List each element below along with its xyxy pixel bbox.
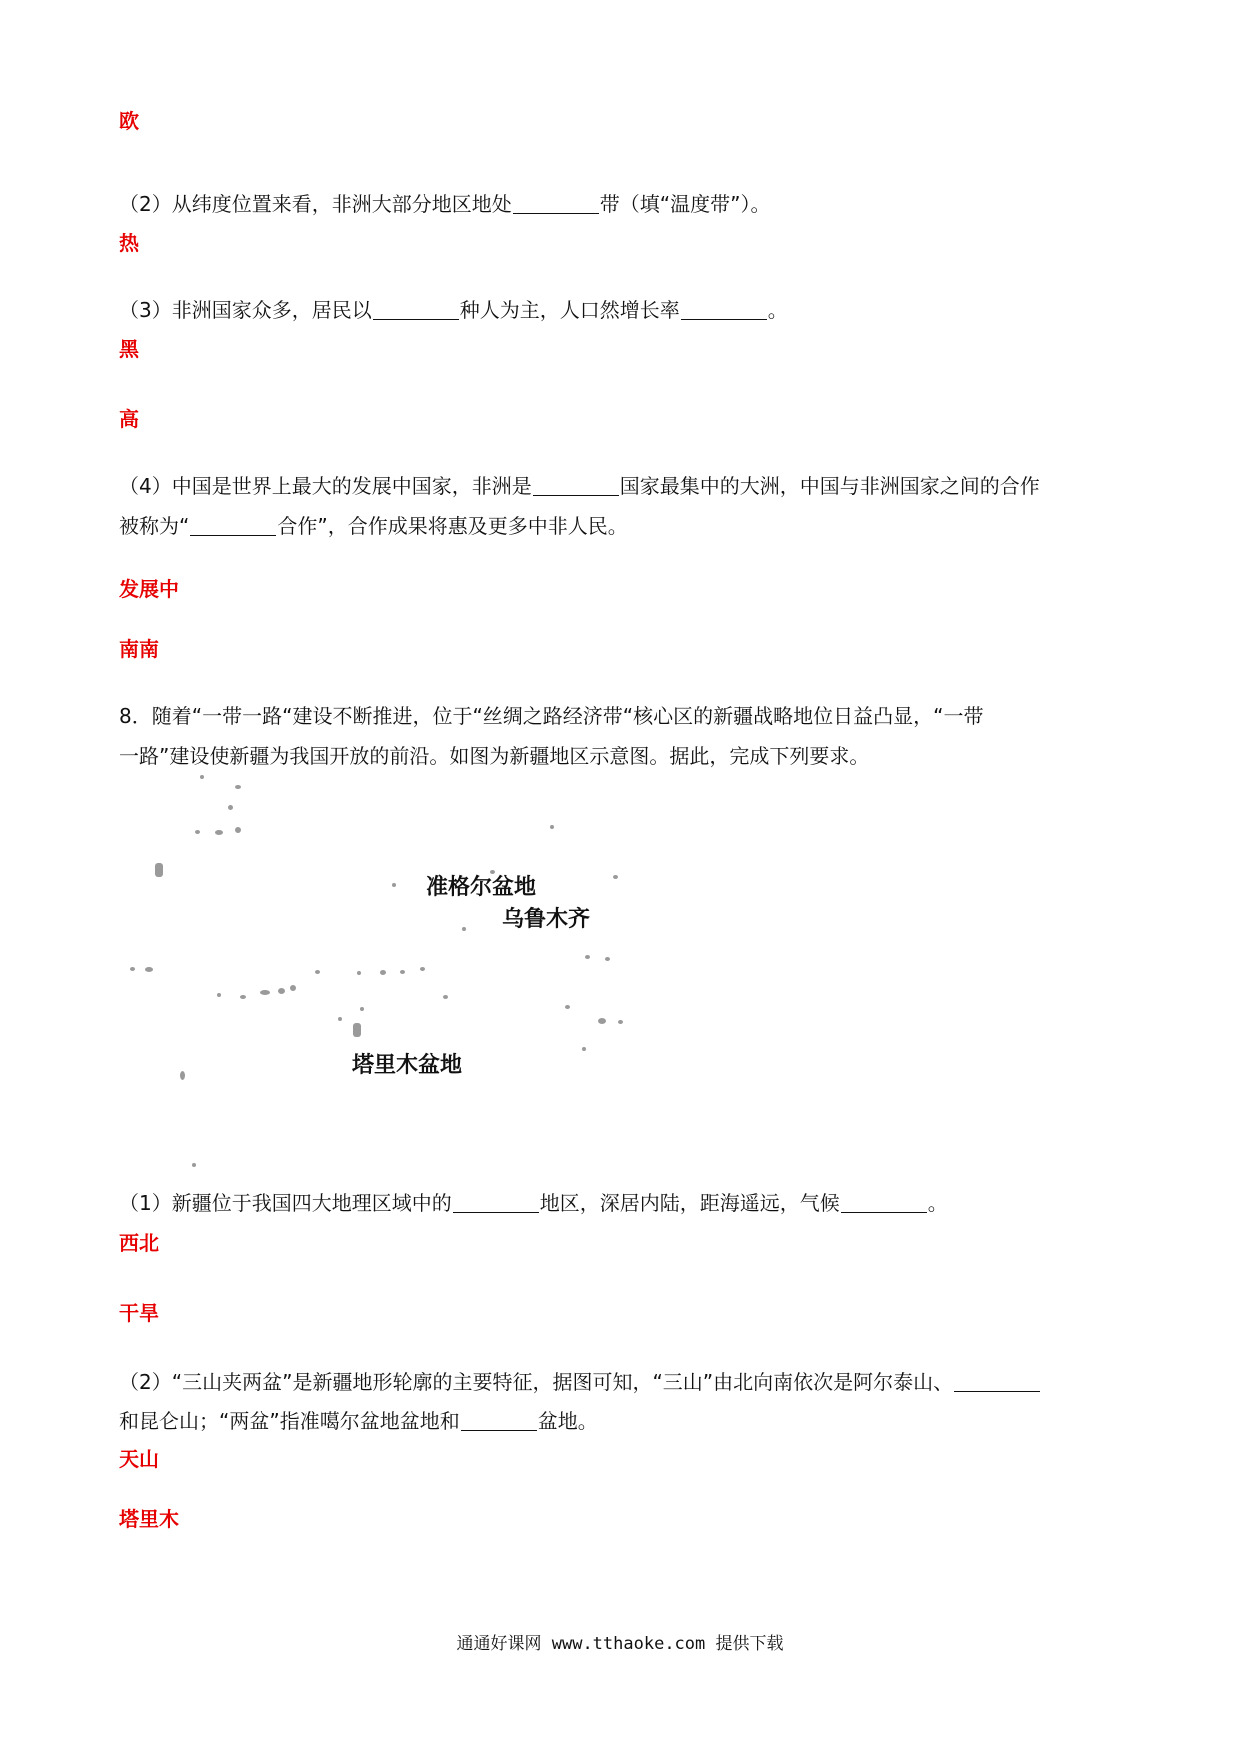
map-dot: [290, 985, 296, 991]
answer-blank: [461, 1408, 537, 1431]
answer-blank: [453, 1190, 539, 1213]
answer-blank: [513, 191, 599, 214]
map-dot: [235, 785, 241, 789]
map-dot: [392, 883, 396, 887]
map-dot: [400, 970, 405, 974]
page-footer: 通通好课网 www.tthaoke.com 提供下载: [456, 1634, 784, 1654]
map-dot: [353, 1023, 361, 1037]
question-4-3: [119, 290, 788, 330]
question-text: 带（填“温度带”）。: [599, 192, 771, 216]
question-8-line1: 8．随着“一带一路“建设不断推进，位于“丝绸之路经济带“核心区的新疆战略地位日益凸显，“一带: [119, 704, 984, 728]
question-text: 盆地。: [537, 1409, 598, 1433]
map-dot: [260, 990, 270, 995]
map-label-junggar-basin: 准格尔盆地: [426, 875, 537, 900]
answer-fazhanzhong: 发展中: [119, 577, 179, 601]
map-dot: [195, 830, 200, 834]
map-dot: [278, 988, 285, 994]
question-text: （1）新疆位于我国四大地理区域中的: [119, 1191, 452, 1215]
question-text: 被称为“: [119, 514, 190, 538]
map-dot: [338, 1017, 342, 1021]
answer-blank: [841, 1190, 927, 1213]
answer-tianshan: 天山: [119, 1447, 159, 1471]
map-dot: [420, 967, 425, 971]
answer-re: 热: [119, 231, 139, 255]
question-text: 合作”，合作成果将惠及更多中非人民。: [277, 514, 628, 538]
answer-blank: [190, 513, 276, 536]
answer-gao: 高: [119, 407, 139, 431]
question-text: 种人为主，人口然增长率: [459, 298, 680, 322]
map-dot: [235, 827, 241, 833]
map-dot: [217, 993, 221, 997]
map-dot: [360, 1007, 364, 1011]
map-dot: [462, 927, 466, 931]
question-8-2-line2: [119, 1401, 598, 1441]
map-label-tarim-basin: 塔里木盆地: [352, 1053, 463, 1078]
map-dot: [380, 970, 386, 975]
answer-blank: [533, 473, 619, 496]
xinjiang-map: [120, 775, 720, 1170]
question-text: 国家最集中的大洲，中国与非洲国家之间的合作: [619, 474, 1040, 498]
question-text: （2）从纬度位置来看，非洲大部分地区地处: [119, 192, 512, 216]
map-dot: [200, 775, 204, 779]
map-dot: [443, 995, 448, 999]
map-dot: [550, 825, 554, 829]
map-dot: [180, 1071, 185, 1080]
map-dot: [145, 967, 153, 972]
question-text: （3）非洲国家众多，居民以: [119, 298, 372, 322]
map-dot: [130, 967, 135, 971]
answer-blank: [681, 297, 767, 320]
question-text: 地区，深居内陆，距海遥远，气候: [539, 1191, 840, 1215]
answer-blank: [954, 1369, 1040, 1392]
map-dot: [582, 1047, 586, 1051]
question-4-4-line2: [119, 506, 628, 546]
map-dot: [613, 875, 618, 879]
map-dot: [585, 955, 590, 959]
question-text: 和昆仑山；“两盆”指准噶尔盆地盆地和: [119, 1409, 460, 1433]
question-4-2: [119, 184, 770, 224]
answer-blank: [373, 297, 459, 320]
map-dot: [228, 805, 233, 810]
map-dot: [240, 995, 246, 999]
question-8-2-line1: [119, 1362, 1041, 1402]
answer-xibei: 西北: [119, 1231, 159, 1255]
answer-talimu: 塔里木: [119, 1507, 179, 1531]
map-dot: [618, 1020, 623, 1024]
question-text: 。: [767, 298, 788, 322]
question-text: （4）中国是世界上最大的发展中国家，非洲是: [119, 474, 532, 498]
question-text: （2）“三山夹两盆”是新疆地形轮廓的主要特征，据图可知，“三山”由北向南依次是阿尔泰山、: [119, 1370, 954, 1394]
question-8-line2: 一路”建设使新疆为我国开放的前沿。如图为新疆地区示意图。据此，完成下列要求。: [119, 744, 870, 768]
map-dot: [192, 1163, 196, 1167]
map-dot: [155, 863, 163, 877]
answer-hei: 黑: [119, 337, 139, 361]
question-4-4-line1: [119, 466, 1040, 506]
answer-ganhan: 干旱: [119, 1301, 159, 1325]
map-dot: [598, 1018, 606, 1024]
answer-nannan: 南南: [119, 637, 159, 661]
map-dot: [357, 971, 361, 975]
map-label-urumqi: 乌鲁木齐: [502, 907, 591, 932]
question-text: 。: [927, 1191, 948, 1215]
map-dot: [605, 957, 610, 961]
map-dot: [565, 1005, 570, 1009]
answer-ou: 欧: [119, 109, 139, 133]
map-dot: [315, 970, 320, 974]
question-8-1: [119, 1183, 948, 1223]
map-dot: [215, 830, 223, 835]
